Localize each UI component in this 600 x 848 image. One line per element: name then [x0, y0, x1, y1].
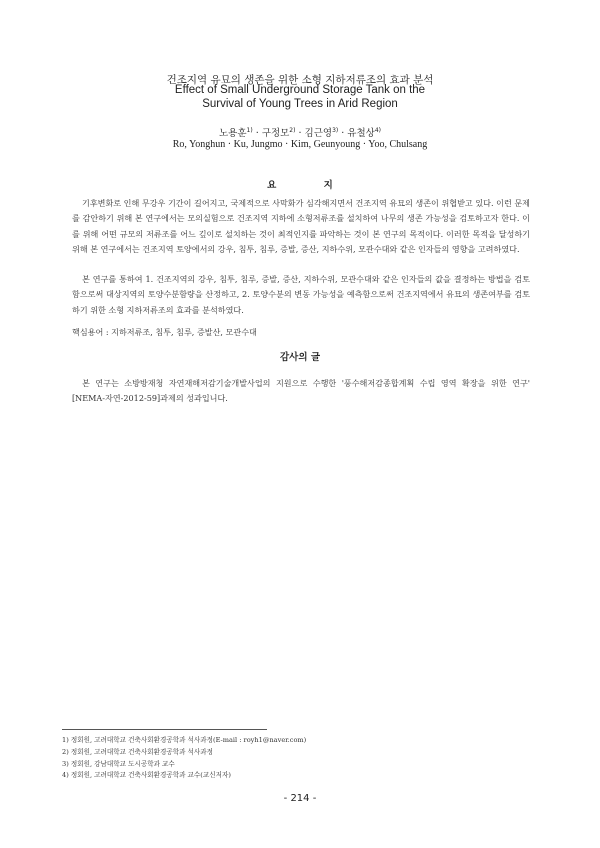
acknowledgement-text: 본 연구는 소방방재청 자연재해저감기술개발사업의 지원으로 수행한 '풍수해저감종합계획 수립 영역 확장을 위한 연구' [NEMA-자연-2012-59]과제의 성과입니다.	[72, 378, 530, 404]
abstract-paragraph-1: 기후변화로 인해 무강우 기간이 길어지고, 국제적으로 사막화가 심각해지면서 건조지역 유묘의 생존이 위협받고 있다. 이런 문제를 감안하기 위해 본 연구에서는 모의실험으로 건조지역 지하에 소형저류조를 설치하여 나무의 생존 가능성을 검토하고자 한다. 이를 위해 어떤 규모의 저류조를 어느 깊이로 설치하는 것이 최적인지를 파악하는 것이 본 연구의 목적이다. 이러한 목적을 달성하기 위해 본 연구에서는 건조지역 토양에서의 강우, 침투, 침루, 증발, 증산, 지하수위, 모관수대와 같은 인자들의 영향을 고려하였다.	[72, 198, 530, 254]
authors-korean	[0, 125, 600, 139]
title-english-line1: Effect of Small Underground Storage Tank on the	[174, 84, 426, 96]
authors-english: Ro, Yonghun · Ku, Jungmo · Kim, Geunyoung · Yoo, Chulsang	[172, 139, 428, 150]
footnote: 1) 정회원, 고려대학교 건축사회환경공학과 석사과정(E-mail : royh1@naver.com)	[62, 736, 307, 744]
author-separator: ·	[295, 128, 305, 139]
author-name: 노용훈	[219, 128, 247, 139]
title-korean: 건조지역 유묘의 생존을 위한 소형 지하저류조의 효과 분석	[166, 74, 434, 86]
author-footnote-mark: 1)	[246, 126, 253, 134]
author-footnote-mark: 3)	[332, 126, 339, 134]
abstract-heading: 요 지	[267, 180, 355, 191]
footnote: 2) 정회원, 고려대학교 건축사회환경공학과 석사과정	[62, 747, 214, 756]
abstract-paragraph-2: 본 연구를 통하여 1. 건조지역의 강우, 침투, 침루, 증발, 증산, 지하수위, 모관수대와 같은 인자들의 값을 결정하는 방법을 검토함으로써 대상지역의 토양수분함량을 산정하고, 2. 토양수분의 변동 가능성을 예측함으로써 건조지역에서 유묘의 생존여부를 검토하기 위한 소형 지하저류조의 효과를 분석하였다.	[72, 274, 530, 315]
author-separator: ·	[338, 128, 348, 139]
keywords: 핵심용어 : 지하저류조, 침투, 침루, 증발산, 모관수대	[72, 327, 257, 337]
title-english-line2: Survival of Young Trees in Arid Region	[202, 98, 398, 110]
footnote: 3) 정회원, 강남대학교 도시공학과 교수	[62, 759, 175, 768]
author-footnote-mark: 2)	[289, 126, 296, 134]
page-number: - 214 -	[283, 793, 317, 804]
author-name: 김근영	[304, 128, 333, 139]
author-separator: ·	[252, 128, 262, 139]
footnotes	[62, 735, 532, 782]
author-name: 유철상	[347, 128, 375, 139]
acknowledgement-heading: 감사의 글	[279, 352, 320, 363]
author-footnote-mark: 4)	[374, 126, 381, 134]
author-name: 구정모	[261, 128, 290, 139]
footnote: 4) 정회원, 고려대학교 건축사회환경공학과 교수(교신저자)	[62, 771, 231, 780]
footnote-divider	[62, 729, 267, 730]
